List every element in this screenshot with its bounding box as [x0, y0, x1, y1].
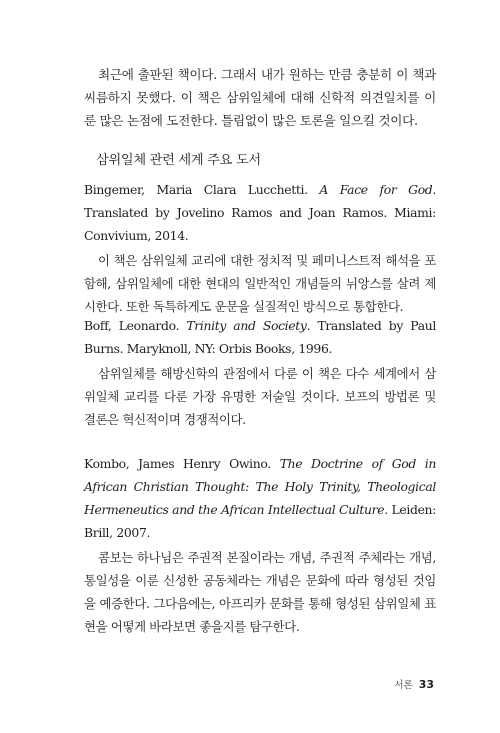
intro-paragraph: 최근에 출판된 책이다. 그래서 내가 원하는 만큼 충분히 이 책과 씨름하지 못했다. 이 책은 삼위일체에 대해 신학적 의견일치를 이룬 많은 논점에 도전한다. 틀림없이 많은 토론을 일으킬 것이다.	[84, 67, 436, 128]
citation-title: A Face for God	[319, 182, 433, 197]
citation-author: Bingemer, Maria Clara Lucchetti.	[84, 182, 308, 197]
entry-annotation: 이 책은 삼위일체 교리에 대한 정치적 및 페미니스트적 해석을 포함해, 삼위일체에 대한 현대의 일반적인 개념들의 뉘앙스를 살려 제시한다. 또한 독특하게도 운문을 실질적인 방식으로 통합한다.	[84, 253, 436, 314]
running-section-title: 서론	[394, 680, 413, 691]
entry-annotation: 삼위일체를 해방신학의 관점에서 다룬 이 책은 다수 세계에서 삼위일체 교리를 다룬 가장 유명한 저술일 것이다. 보프의 방법론 및 결론은 혁신적이며 경쟁적이다.	[84, 366, 436, 427]
citation-title: The Doctrine of God in African Christian Thought: The Holy Trinity, Theological Hermeneutics and the African Intellectual Culture	[84, 456, 436, 517]
page-footer	[394, 677, 434, 691]
citation-publication: . Leiden: Brill, 2007.	[84, 502, 437, 540]
citation-author: Boff, Leonardo.	[84, 318, 180, 333]
section-heading: 삼위일체 관련 세계 주요 도서	[96, 153, 261, 168]
citation-publication: . Translated by Paul Burns. Maryknoll, NY: Orbis Books, 1996.	[84, 318, 436, 356]
bibliography-entry	[84, 452, 436, 638]
citation	[84, 314, 436, 360]
page-number: 33	[418, 678, 434, 691]
citation-author: Kombo, James Henry Owino.	[84, 456, 271, 471]
citation	[84, 178, 436, 247]
bibliography-entry	[84, 314, 436, 431]
citation-publication: . Translated by Jovelino Ramos and Joan Ramos. Miami: Convivium, 2014.	[84, 182, 436, 243]
citation-title: Trinity and Society	[186, 318, 307, 333]
bibliography-entry	[84, 178, 436, 318]
citation	[84, 452, 436, 544]
entry-annotation: 콤보는 하나님은 주권적 본질이라는 개념, 주권적 주체라는 개념, 통일성을 이룬 신성한 공동체라는 개념은 문화에 따라 형성된 것임을 예증한다. 그다음에는, 아프리카 문화를 통해 형성된 삼위일체 표현을 어떻게 바라보면 좋을지를 탐구한다.	[84, 550, 436, 634]
